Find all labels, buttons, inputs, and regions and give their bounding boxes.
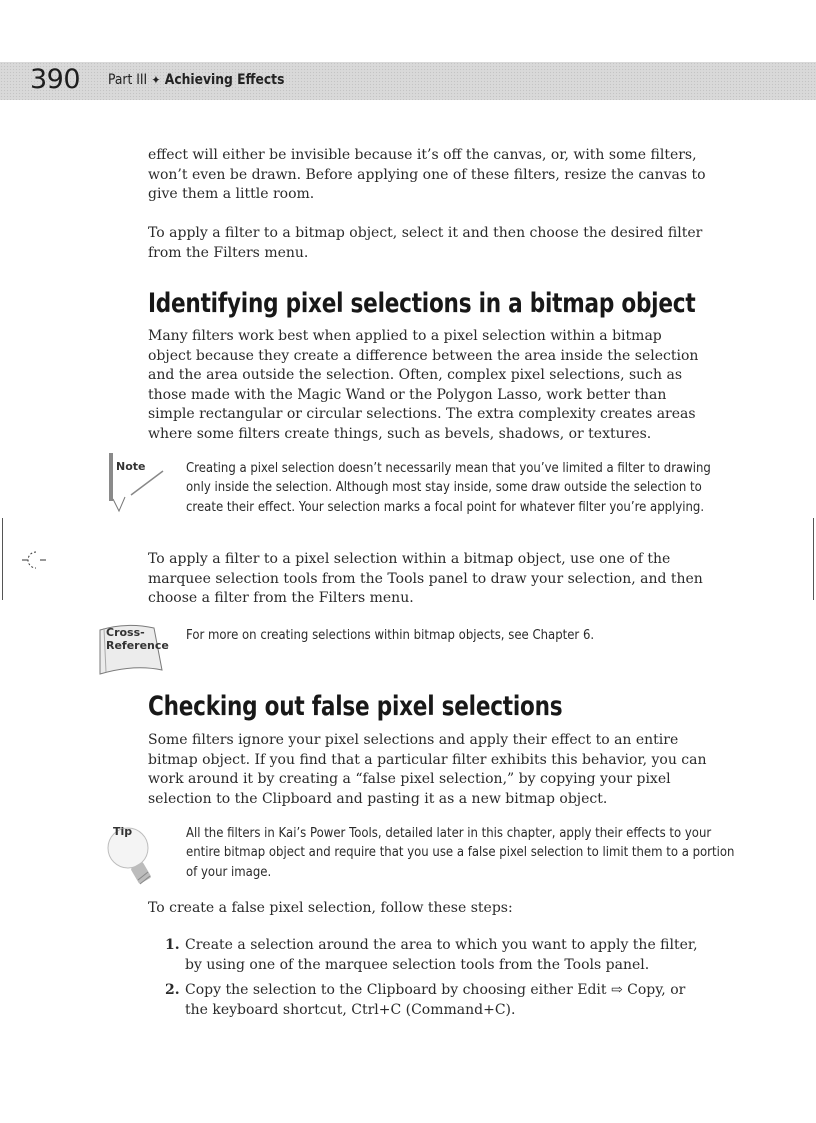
cross-reference-body: For more on creating selections within bitmap objects, see Chapter 6.: [186, 628, 595, 643]
step-number: 1.: [165, 937, 180, 953]
section-heading-identifying: Identifying pixel selections in a bitmap object: [148, 288, 696, 319]
list-item: [165, 981, 710, 1020]
paragraph-effect-invisible: effect will either be invisible because it’s off the canvas, or, with some filters, won’t even be drawn. Before applying one of these filters, resize the canvas to give them a little room.: [148, 147, 706, 203]
list-item: [165, 936, 710, 975]
page-number: 390: [30, 64, 81, 95]
part-heading: [108, 72, 284, 88]
tip-label: Tip: [113, 825, 133, 838]
note-body: Creating a pixel selection doesn’t necessarily mean that you’ve limited a filter to drawing only inside the selection. Although most stay inside, some draw outside the selection to create their effect. Your selection marks a focal point for whatever filter you’re applying.: [186, 461, 711, 515]
registration-mark-icon: [18, 546, 48, 572]
section-heading-false-selections: Checking out false pixel selections: [148, 691, 563, 722]
diamond-separator-icon: ✦: [151, 73, 161, 87]
paragraph-pixel-selection: Many filters work best when applied to a pixel selection within a bitmap object because they create a difference between the area inside the selection and the area outside the selection. Often, complex pixel selections, such as those made with the Magic Wand or the Polygon Lasso, work better than simple rectangular or circular selections. The extra complexity creates areas where some filters create things, such as bevels, shadows, or textures.: [148, 328, 699, 442]
note-text: [186, 459, 734, 517]
step-number: 2.: [165, 982, 180, 999]
margin-rule-right: [813, 518, 814, 600]
cross-reference-label-line1: Cross-: [106, 626, 145, 639]
tip-body: All the filters in Kai’s Power Tools, detailed later in this chapter, apply their effects to your entire bitmap object and require that you use a false pixel selection to limit them to a portion of your image.: [186, 826, 735, 880]
paragraph-apply-filter: To apply a filter to a bitmap object, select it and then choose the desired filter from the Filters menu.: [148, 225, 703, 261]
paragraph-false-selection: Some filters ignore your pixel selections and apply their effect to an entire bitmap object. If you find that a particular filter exhibits this behavior, you can work around it by creating a “false pixel selection,” by copying your pixel selection to the Clipboard and pasting it as a new bitmap object.: [148, 732, 707, 807]
step-text: Copy the selection to the Clipboard by choosing either Edit ⇨ Copy, or the keyboard shortcut, Ctrl+C (Command+C).: [185, 982, 686, 1018]
paragraph-apply-to-selection: To apply a filter to a pixel selection within a bitmap object, use one of the marquee selection tools from the Tools panel to draw your selection, and then choose a filter from the Filters menu.: [148, 551, 703, 607]
part-label: Part III: [108, 72, 148, 88]
step-text: Create a selection around the area to which you want to apply the filter, by using one of the marquee selection tools from the Tools panel.: [185, 937, 698, 973]
steps-list: [165, 936, 710, 1026]
margin-rule-left: [2, 518, 3, 600]
paragraph-steps-intro: To create a false pixel selection, follow these steps:: [148, 900, 513, 916]
note-label: Note: [116, 460, 146, 473]
cross-reference-text: [186, 626, 734, 645]
tip-text: [186, 824, 734, 882]
part-title: Achieving Effects: [164, 72, 285, 88]
cross-reference-label: [106, 626, 169, 652]
cross-reference-label-line2: Reference: [106, 639, 169, 652]
